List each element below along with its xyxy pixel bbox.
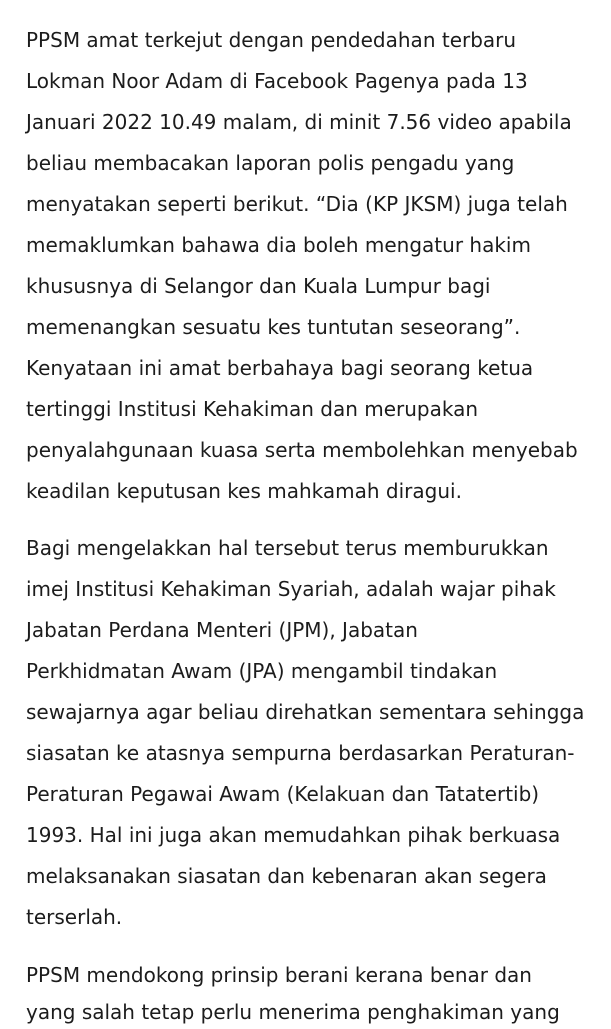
paragraph-line: menyatakan seperti berikut. “Dia (KP JKSM) juga telah: [26, 192, 568, 216]
paragraph-line: penyalahgunaan kuasa serta membolehkan menyebab: [26, 438, 578, 462]
paragraph-line: tertinggi Institusi Kehakiman dan merupakan: [26, 397, 479, 421]
paragraph-line: keadilan keputusan kes mahkamah diragui.: [26, 479, 462, 503]
paragraph-line: Kenyataan ini amat berbahaya bagi seorang ketua: [26, 356, 534, 380]
paragraph-line: PPSM mendokong prinsip berani kerana benar dan: [26, 963, 532, 987]
paragraph-line: Perkhidmatan Awam (JPA) mengambil tindakan: [26, 659, 498, 683]
paragraph-line: imej Institusi Kehakiman Syariah, adalah wajar pihak: [26, 577, 556, 601]
paragraph-line: terserlah.: [26, 905, 123, 929]
paragraph-line: Peraturan Pegawai Awam (Kelakuan dan Tatatertib): [26, 782, 540, 806]
paragraph-line: melaksanakan siasatan dan kebenaran akan segera: [26, 864, 547, 888]
paragraph-line: sewajarnya agar beliau direhatkan sementara sehingga: [26, 700, 585, 724]
paragraph-line: Bagi mengelakkan hal tersebut terus memburukkan: [26, 536, 549, 560]
paragraph-line: Januari 2022 10.49 malam, di minit 7.56 video apabila: [26, 110, 572, 134]
paragraph-line: memaklumkan bahawa dia boleh mengatur hakim: [26, 233, 531, 257]
paragraph-line: khususnya di Selangor dan Kuala Lumpur bagi: [26, 274, 491, 298]
paragraph-line: Jabatan Perdana Menteri (JPM), Jabatan: [26, 618, 418, 642]
paragraph-line: memenangkan sesuatu kes tuntutan seseorang”.: [26, 315, 521, 339]
paragraph-line: beliau membacakan laporan polis pengadu yang: [26, 151, 515, 175]
paragraph-line: siasatan ke atasnya sempurna berdasarkan Peraturan-: [26, 741, 575, 765]
paragraph-line: yang salah tetap perlu menerima penghakiman yang: [26, 1000, 560, 1024]
paragraph-line: PPSM amat terkejut dengan pendedahan terbaru: [26, 28, 517, 52]
paragraph-line: 1993. Hal ini juga akan memudahkan pihak berkuasa: [26, 823, 561, 847]
paragraph-line: Lokman Noor Adam di Facebook Pagenya pada 13: [26, 69, 528, 93]
